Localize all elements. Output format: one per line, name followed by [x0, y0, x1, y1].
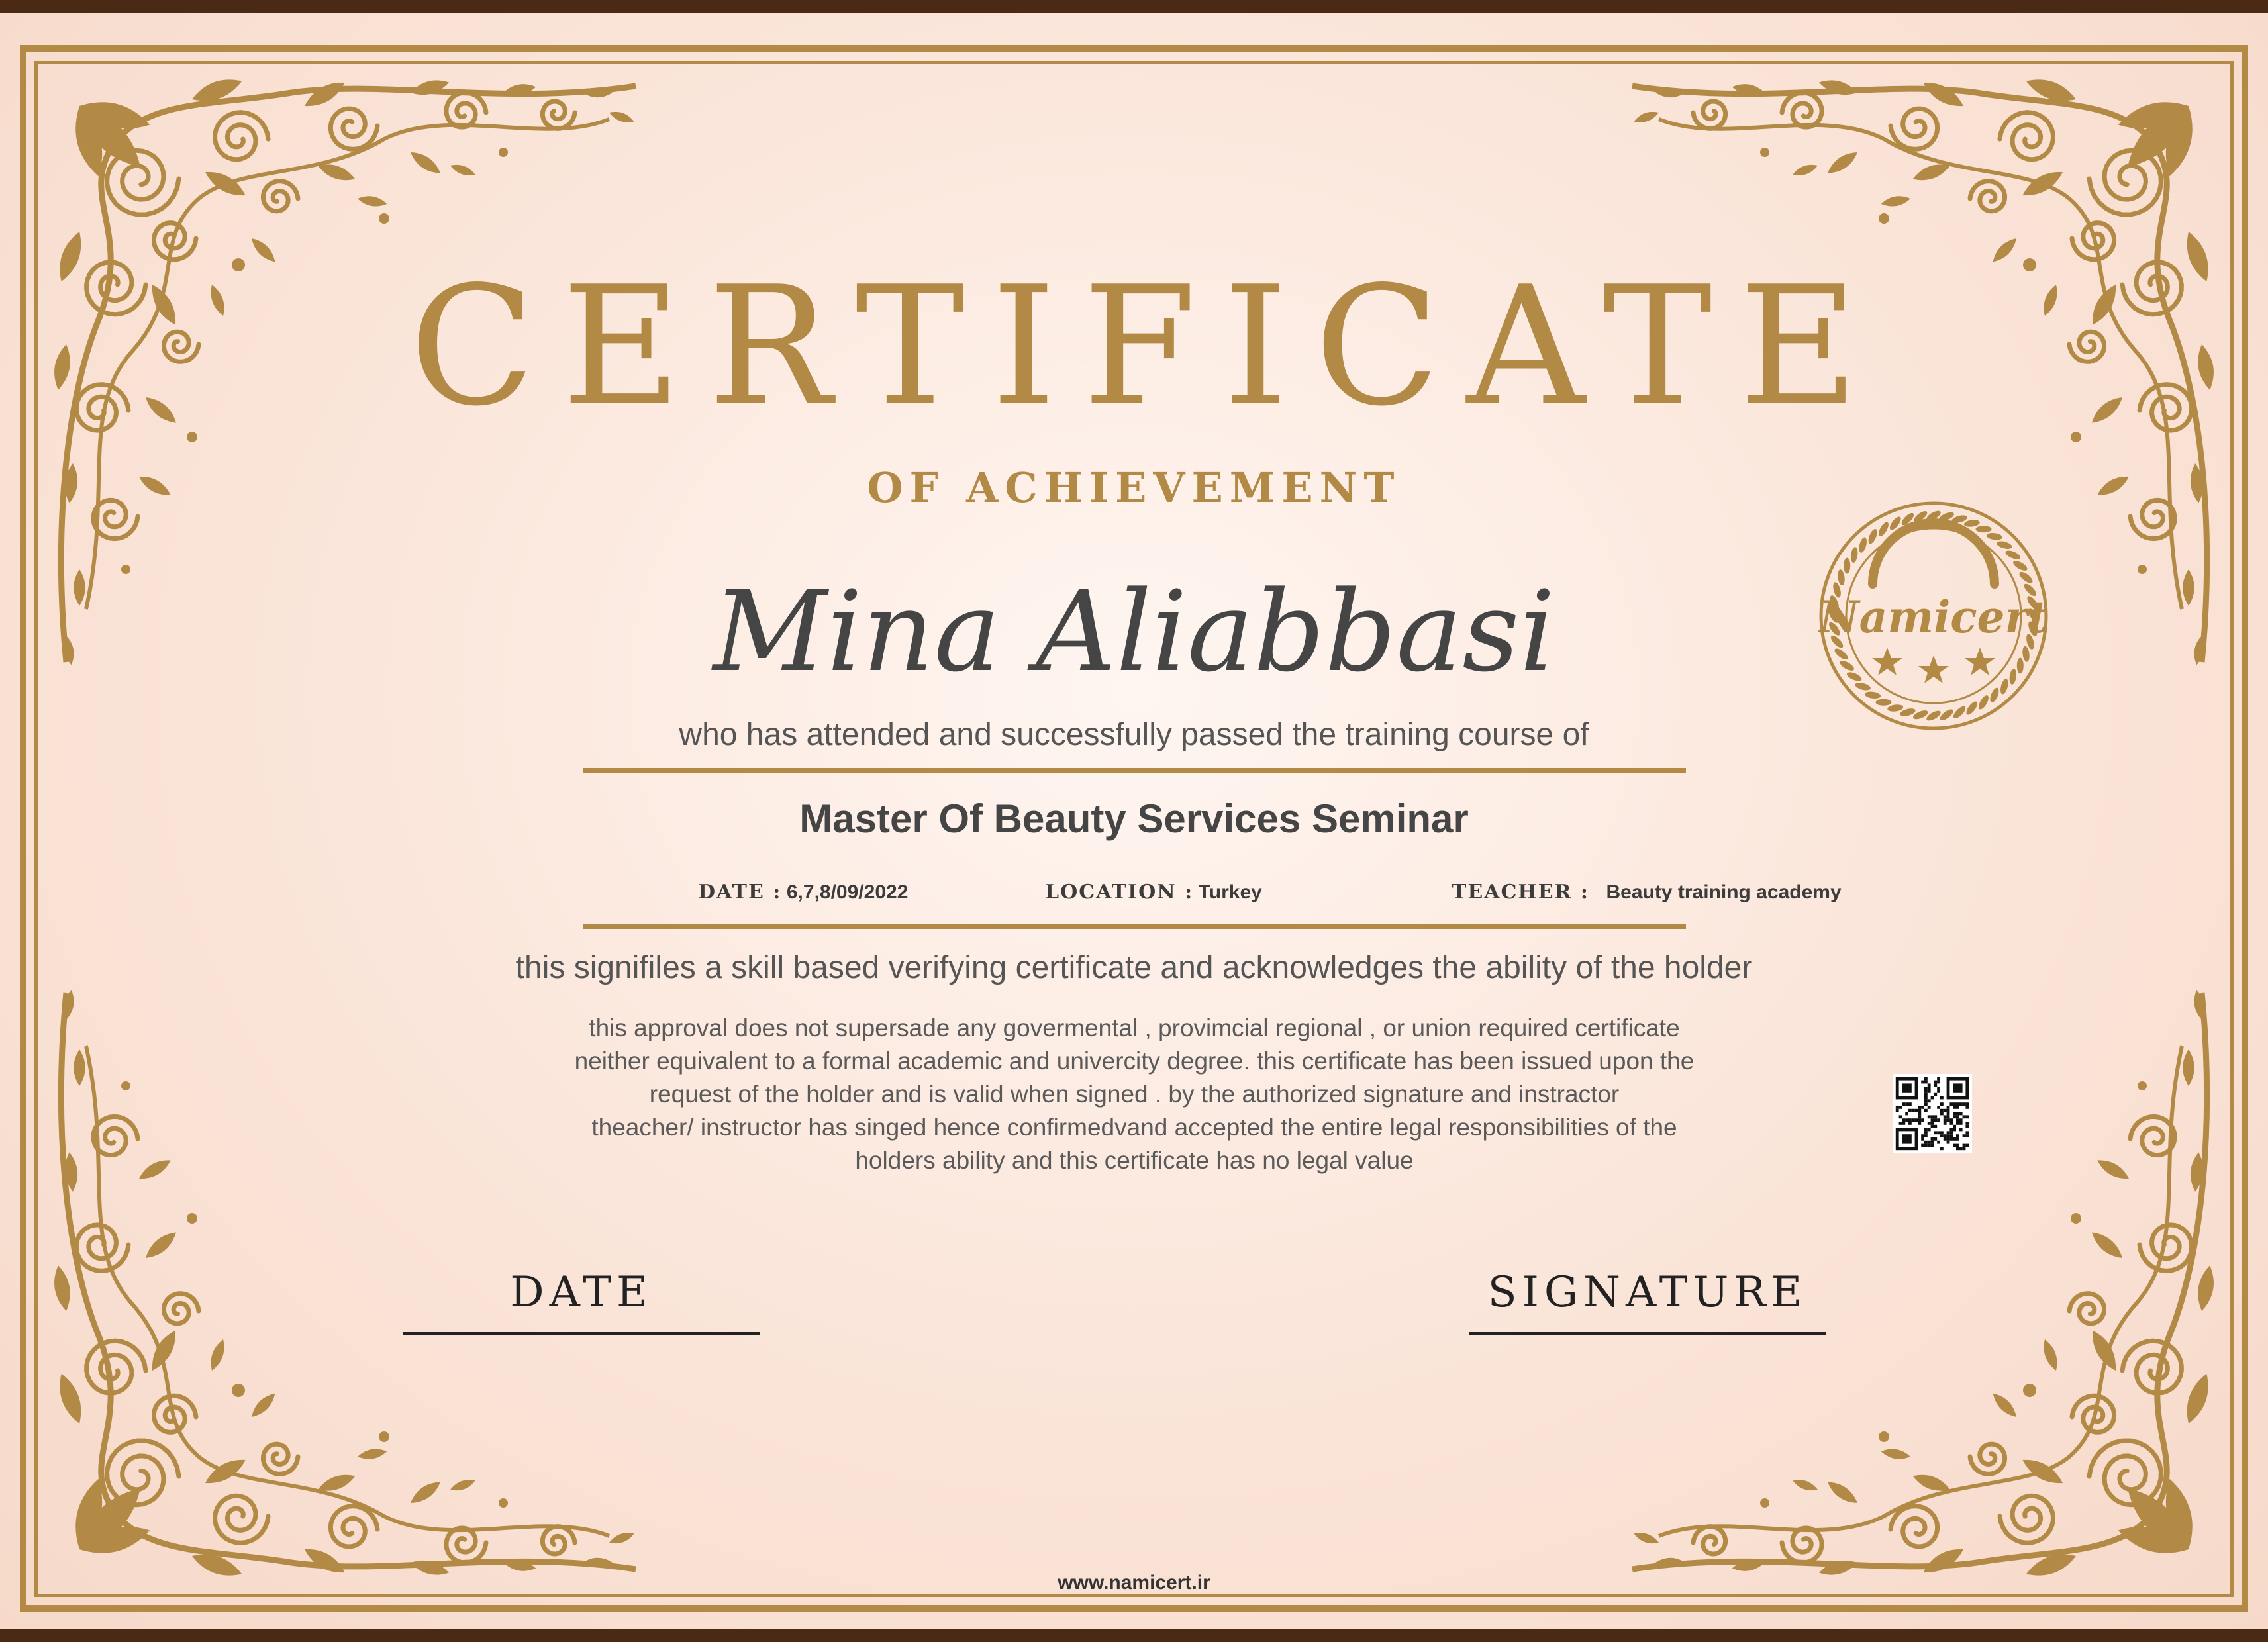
certificate-title: CERTIFICATE [409, 252, 1885, 442]
location-detail [1045, 881, 1262, 904]
disclaimer-line: theacher/ instructor has singed hence confirmedvand accepted the entire legal responsibilities of the [591, 1114, 1677, 1141]
certificate-paper [0, 13, 2268, 1629]
disclaimer-line: this approval does not supersade any govermental , provimcial regional , or union required certificate [589, 1014, 1680, 1041]
signature-block [1469, 1268, 1826, 1335]
disclaimer-line: request of the holder and is valid when signed . by the authorized signature and instractor [649, 1081, 1620, 1108]
course-bottom-rule [583, 924, 1686, 929]
attended-statement: who has attended and successfully passed the training course of [679, 717, 1589, 752]
date-detail [698, 881, 908, 904]
course-name: Master Of Beauty Services Seminar [799, 797, 1469, 841]
date-detail-label: DATE : [698, 881, 782, 904]
teacher-detail-label: TEACHER : [1452, 881, 1590, 904]
seal-text: Namicert [1819, 591, 2048, 643]
date-detail-value: 6,7,8/09/2022 [786, 881, 909, 903]
website-url: www.namicert.ir [1058, 1572, 1210, 1594]
signature-line [1469, 1332, 1826, 1335]
location-detail-value: Turkey [1198, 881, 1262, 903]
disclaimer-line: holders ability and this certificate has no legal value [855, 1147, 1414, 1174]
certificate-subtitle: OF ACHIEVEMENT [867, 463, 1401, 512]
teacher-detail-value: Beauty training academy [1606, 881, 1842, 903]
date-sign-label: DATE [510, 1268, 653, 1317]
namicert-seal-icon [1814, 497, 2053, 735]
date-sign-line [403, 1332, 760, 1335]
location-detail-label: LOCATION : [1045, 881, 1194, 904]
signifies-statement: this signifiles a skill based verifying certificate and acknowledges the ability of the holder [515, 950, 1753, 985]
recipient-name: Mina Aliabbasi [713, 567, 1555, 697]
disclaimer-line: neither equivalent to a formal academic and univercity degree. this certificate has been issued upon the [574, 1047, 1695, 1075]
date-signature-block [403, 1268, 760, 1335]
course-top-rule [583, 768, 1686, 773]
signature-label: SIGNATURE [1487, 1268, 1808, 1317]
teacher-detail [1452, 881, 1842, 904]
disclaimer-text [517, 1012, 1752, 1177]
qr-code-icon [1893, 1074, 1972, 1153]
